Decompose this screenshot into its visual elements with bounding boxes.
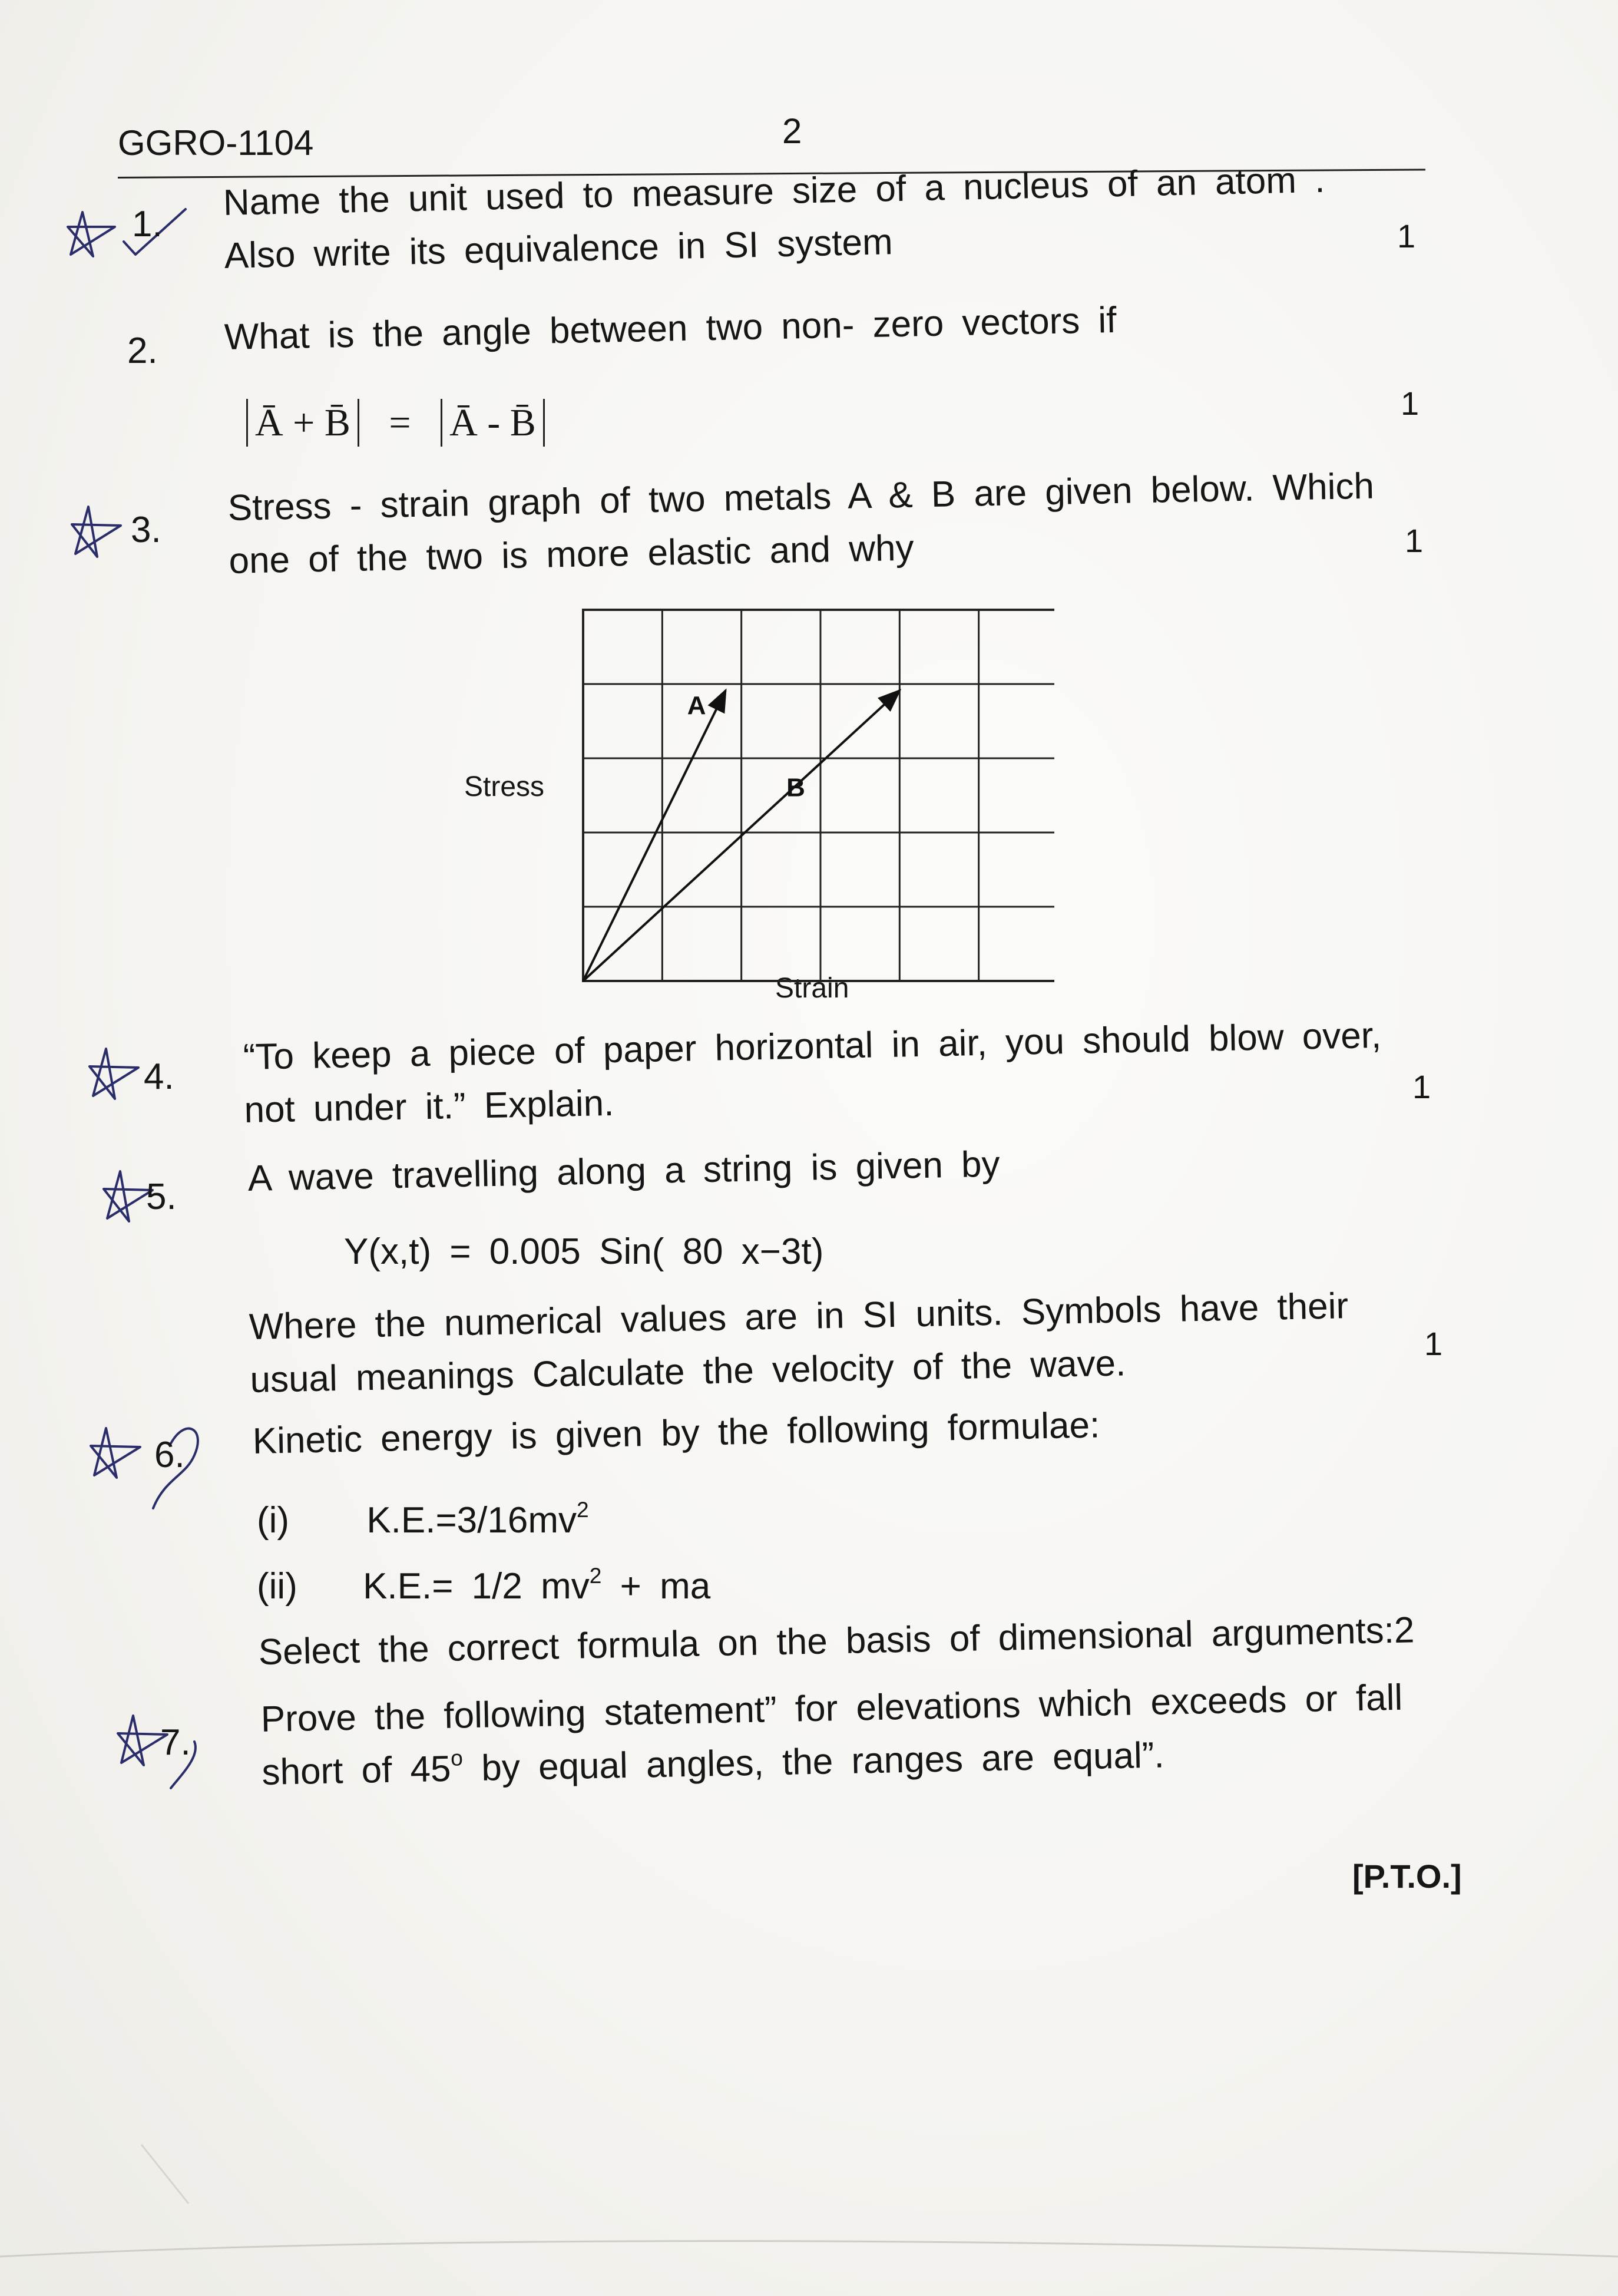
chart-y-axis-label: Stress [464, 771, 545, 802]
q6-option-formula: K.E.= 1/2 mv [363, 1566, 590, 1607]
series-label-a: A [687, 691, 706, 720]
q6-marks: 2 [1394, 1610, 1415, 1651]
vector-difference-magnitude: Ā - B̄ [441, 399, 545, 447]
q1-marks: 1 [1397, 217, 1416, 255]
q6-text: Kinetic energy is given by the following formulae: [252, 1405, 1100, 1462]
chart-frame [583, 610, 1054, 981]
vector-sum-magnitude: Ā + B̄ [246, 399, 359, 447]
q5-line: usual meanings Calculate the velocity of the wave. [249, 1343, 1126, 1400]
q6-option-label: (ii) [257, 1566, 297, 1607]
q2-equation [246, 401, 545, 445]
series-line-a [583, 691, 726, 981]
q6-option-exponent: 2 [577, 1496, 589, 1522]
q6-option-tail: + ma [601, 1566, 711, 1607]
q1-text [223, 154, 1326, 283]
q5-equation: Y(x,t) = 0.005 Sin( 80 x−3t) [344, 1231, 824, 1272]
q5-text-after [249, 1280, 1350, 1407]
q1-number: 1. [132, 204, 163, 245]
q5-number: 5. [146, 1177, 177, 1217]
q6-option [257, 1560, 710, 1613]
q6-number: 6. [154, 1435, 185, 1475]
q6-closing [258, 1604, 1415, 1679]
q1-line: Also write its equivalence in SI system [224, 222, 894, 276]
q5-marks: 1 [1424, 1325, 1443, 1362]
degree-sign: o [450, 1745, 464, 1770]
q6-option-formula: K.E.=3/16mv [366, 1500, 577, 1541]
q3-line: one of the two is more elastic and why [228, 527, 915, 582]
star-tick-mark-icon [82, 1420, 224, 1514]
q5-line: Where the numerical values are in SI units. Symbols have their [249, 1286, 1349, 1347]
q4-marks: 1 [1412, 1068, 1431, 1105]
q3-text [227, 460, 1375, 588]
q4-line: “To keep a piece of paper horizontal in air, you should blow over, [243, 1015, 1382, 1078]
paper-crease [0, 2062, 1618, 2296]
q7-number: 7. [160, 1722, 191, 1763]
q7-text [260, 1671, 1404, 1799]
q7-line: Prove the following statement” for elevations which exceeds or fall [260, 1677, 1403, 1740]
q3-line: Stress - strain graph of two metals A & B are given below. Which [227, 465, 1375, 528]
q7-line2-start: short of 45 [261, 1748, 452, 1793]
q3-number: 3. [131, 510, 161, 550]
q5-text: A wave travelling along a string is given by [247, 1144, 1001, 1199]
q6-closing-text: Select the correct formula on the basis of dimensional arguments: [258, 1610, 1395, 1673]
q2-text: What is the angle between two non- zero vectors if [224, 299, 1117, 358]
star-mark-icon [82, 1043, 147, 1108]
star-tick-mark-icon [59, 200, 194, 271]
equals-sign: = [389, 401, 411, 444]
please-turn-over: [P.T.O.] [1352, 1858, 1462, 1895]
q1-line: Name the unit used to measure size of a nucleus of an atom . [223, 159, 1325, 223]
q6-option [257, 1494, 589, 1547]
q6-option-exponent: 2 [589, 1562, 602, 1588]
q4-line: not under it.” Explain. [243, 1082, 615, 1131]
chart-x-axis-label: Strain [775, 973, 849, 1004]
q7-line2-end: by equal angles, the ranges are equal”. [462, 1735, 1165, 1789]
page-number: 2 [782, 111, 802, 151]
star-mark-icon [65, 501, 130, 566]
paper-code: GGRO-1104 [118, 123, 314, 163]
q4-number: 4. [144, 1056, 174, 1097]
series-label-b: B [786, 773, 805, 802]
q4-text [243, 1009, 1383, 1137]
stress-strain-chart [571, 598, 1054, 987]
q3-marks: 1 [1405, 522, 1424, 559]
q6-option-label: (i) [257, 1500, 290, 1541]
q2-number: 2. [127, 331, 158, 371]
q2-marks: 1 [1401, 385, 1420, 422]
